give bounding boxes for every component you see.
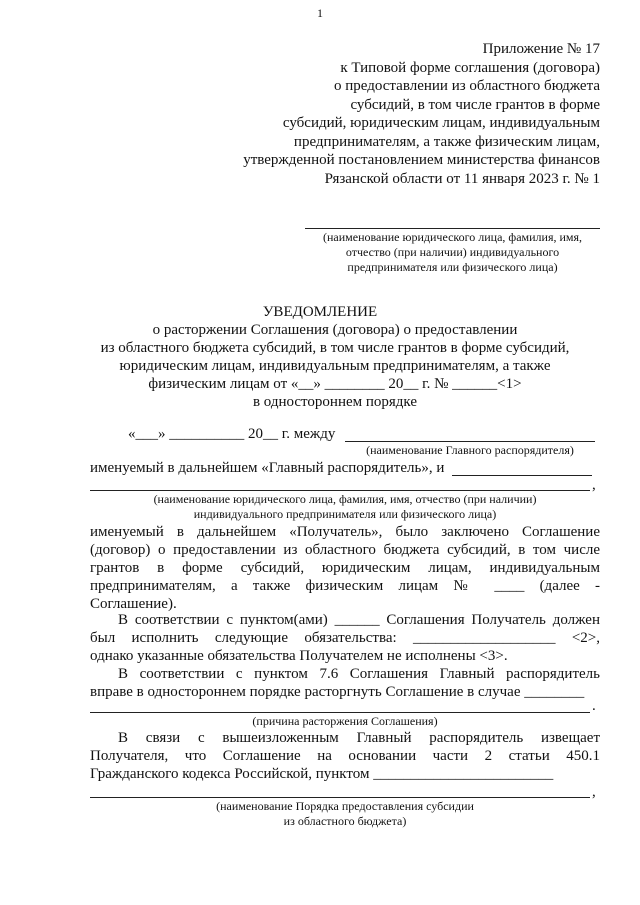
- para1-line: грантов в форме субсидий, юридическим лицам, индивидуальным: [90, 560, 600, 576]
- header-line: Рязанской области от 11 января 2023 г. № 1: [324, 170, 600, 187]
- caption-line: отчество (при наличии) индивидуального: [345, 245, 560, 259]
- para4-line: В связи с вышеизложенным Главный распорядитель извещает: [118, 730, 600, 746]
- subtitle-line: в одностороннем порядке: [252, 394, 418, 410]
- subtitle-line: из областного бюджета субсидий, в том числе грантов в форме субсидий,: [100, 340, 570, 356]
- header-line: субсидий, в том числе грантов в форме: [350, 96, 600, 113]
- para3-line: вправе в одностороннем порядке расторгнуть Соглашение в случае ________: [90, 684, 585, 700]
- para2-line: В соответствии с пунктом(ами) ______ Соглашения Получатель должен: [118, 612, 600, 628]
- recipient-name-blank: [452, 475, 592, 476]
- header-line: о предоставлении из областного бюджета: [334, 78, 600, 94]
- para4-line: Гражданского кодекса Российской, пунктом ________________________: [90, 766, 554, 782]
- para4-line: Получателя, что Соглашение на основании части 2 статьи 450.1: [90, 748, 600, 764]
- para2-line: был исполнить следующие обязательства: ___________________ <2>,: [90, 630, 600, 646]
- procedure-blank-line: [90, 797, 590, 798]
- recipient-full-blank-line: [90, 490, 590, 491]
- reason-caption: (причина расторжения Соглашения): [252, 714, 438, 728]
- caption-line: из областного бюджета): [283, 814, 407, 828]
- date-line: «___» __________ 20__ г. между: [128, 426, 336, 442]
- named-line: именуемый в дальнейшем «Главный распорядитель», и: [90, 460, 445, 476]
- para1-line: именуемый в дальнейшем «Получатель», было заключено Соглашение: [90, 524, 600, 540]
- caption-line: (наименование юридического лица, фамилия, имя,: [323, 230, 582, 244]
- subtitle-line: физическим лицам от «__» ________ 20__ г. № ______<1>: [148, 376, 522, 392]
- para1-line: Соглашение).: [90, 596, 177, 612]
- para2-line: однако указанные обязательства Получателем не исполнены <3>.: [90, 648, 508, 664]
- reason-blank-line: [90, 712, 590, 713]
- caption-line: предпринимателя или физического лица): [347, 260, 558, 274]
- procedure-caption: [90, 799, 600, 829]
- para1-line: (договор) о предоставлении из областного бюджета субсидий, в том числе: [90, 542, 600, 558]
- recipient-blank-line: [305, 228, 600, 229]
- subtitle-line: юридическим лицам, индивидуальным предпринимателям, а также: [119, 358, 551, 374]
- header-line: утвержденной постановлением министерства финансов: [243, 152, 600, 168]
- appendix-header: [180, 40, 600, 188]
- para1-line: предпринимателям, а также физическим лицам № ____ (далее -: [90, 578, 600, 594]
- header-line: субсидий, юридическим лицам, индивидуальным: [282, 115, 600, 131]
- caption-line: (наименование Порядка предоставления субсидии: [216, 799, 474, 813]
- header-line: предпринимателям, а также физическим лицам,: [293, 133, 600, 150]
- comma: ,: [592, 784, 596, 800]
- caption-line: (наименование юридического лица, фамилия, имя, отчество (при наличии): [153, 492, 537, 506]
- caption-line: индивидуального предпринимателя или физического лица): [193, 507, 497, 521]
- main-distributor-caption: (наименование Главного распорядителя): [366, 443, 574, 457]
- header-line: к Типовой форме соглашения (договора): [340, 59, 600, 76]
- para3-line: В соответствии с пунктом 7.6 Соглашения Главный распорядитель: [118, 666, 600, 682]
- dot: .: [592, 698, 596, 714]
- subtitle-line: о расторжении Соглашения (договора) о предоставлении: [152, 322, 518, 338]
- recipient-caption: [305, 230, 600, 275]
- distributor-blank-line: [345, 441, 595, 442]
- document-title: УВЕДОМЛЕНИЕ: [262, 304, 378, 320]
- page-number: 1: [317, 6, 323, 20]
- header-line: Приложение № 17: [482, 41, 600, 57]
- recipient-line-caption: [90, 492, 600, 522]
- comma: ,: [592, 477, 596, 493]
